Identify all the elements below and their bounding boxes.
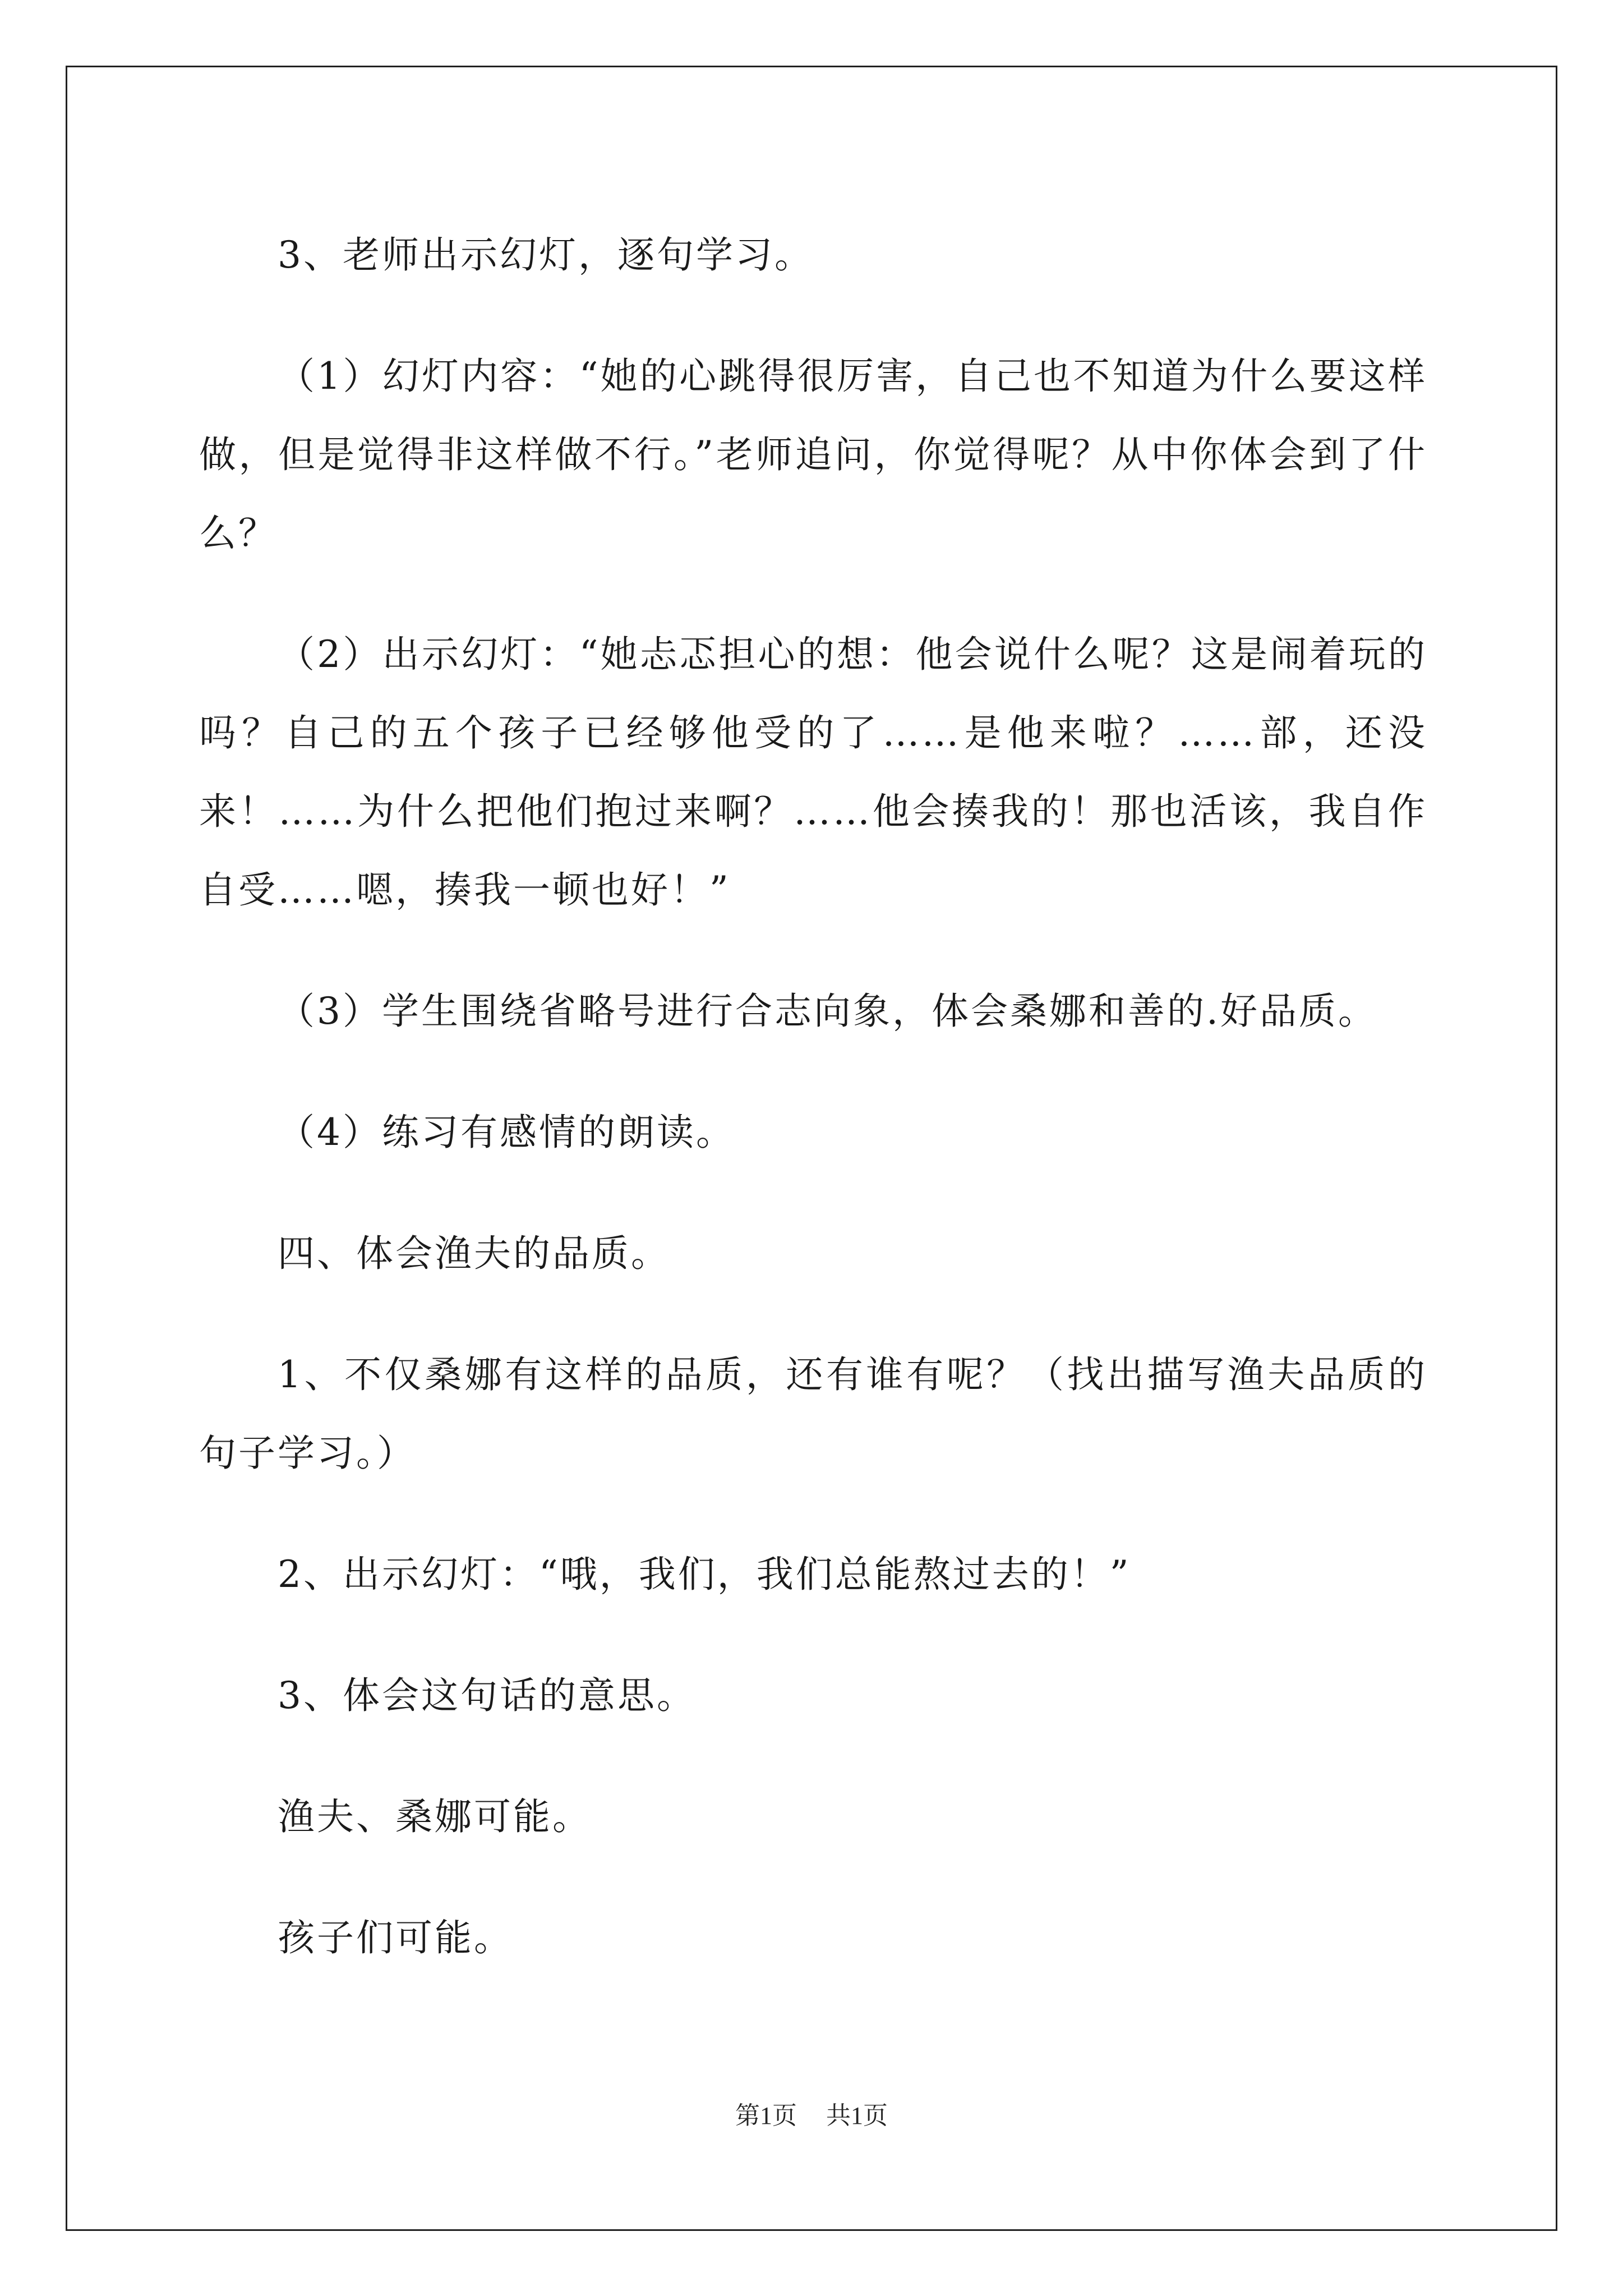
page-total: 共1页 xyxy=(826,2102,888,2129)
paragraph-step-3: 3、老师出示幻灯，逐句学习。 xyxy=(278,233,814,277)
paragraph-slide-1: （1）幻灯内容：“她的心跳得很厉害，自己也不知道为什么要这样做，但是觉得非这样做不行。”老师追问，你觉得呢？从中你体会到了什么？ xyxy=(199,355,1427,555)
page-number: 第1页 xyxy=(735,2102,797,2129)
paragraph-slide-2: （2）出示幻灯：“她忐忑担心的想：他会说什么呢？这是闹着玩的吗？自己的五个孩子已经够他受的了……是他来啦？……部，还没来！……为什么把他们抱过来啊？……他会揍我的！那也活该，我自作自受……嗯，揍我一顿也好！” xyxy=(199,633,1427,912)
paragraph-fisherman: 渔夫、桑娜可能。 xyxy=(278,1795,592,1838)
section-heading-4: 四、体会渔夫的品质。 xyxy=(278,1232,670,1275)
paragraph-item-4: （4）练习有感情的朗读。 xyxy=(278,1111,735,1154)
paragraph-item-3: （3）学生围绕省略号进行合志向象，体会桑娜和善的.好品质。 xyxy=(278,990,1377,1033)
page-footer xyxy=(0,2095,1623,2131)
document-body xyxy=(199,216,1427,2020)
paragraph-step-2: 2、出示幻灯：“哦，我们，我们总能熬过去的！” xyxy=(278,1553,1131,1596)
paragraph-children: 孩子们可能。 xyxy=(278,1916,513,1959)
paragraph-step-3b: 3、体会这句话的意思。 xyxy=(278,1674,696,1717)
paragraph-step-1: 1、不仅桑娜有这样的品质，还有谁有呢？（找出描写渔夫品质的句子学习。） xyxy=(199,1353,1427,1475)
